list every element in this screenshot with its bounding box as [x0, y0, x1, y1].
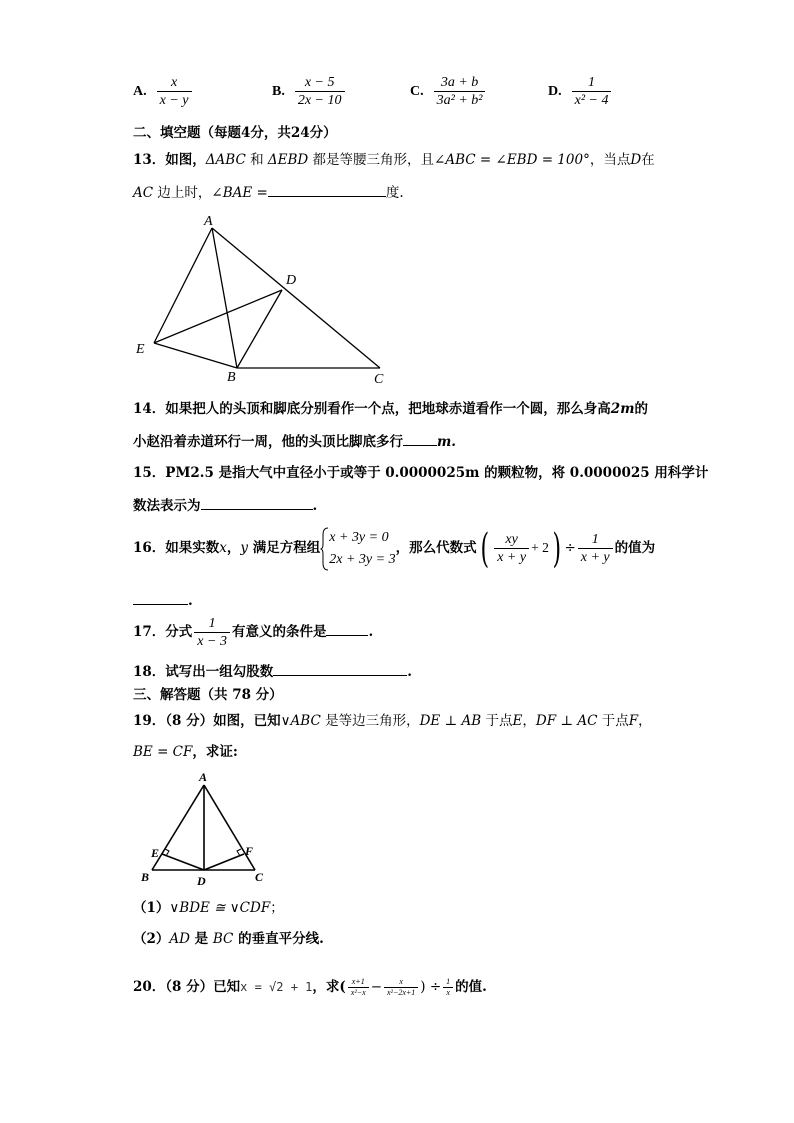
- question-16: 16．如果实数x，y 满足方程组 x + 3y = 0 2x + 3y = 3 ，那么代数式( $\frac{xy}{x + y}$ + 2) ÷ $\frac{1}{x + y}$ 的值为: [133, 525, 656, 572]
- question-17: 17．分式 $\frac{1}{x - 3}$ 有意义的条件是 .: [133, 616, 374, 649]
- question-19-line-1: 19．（8 分）如图，已知∨ABC 是等边三角形，DE ⊥ AB 于点E，DF ⊥ AC 于点F，: [133, 713, 652, 729]
- option-c: C. $\frac{3a + b}{\text{3a² + b²}}$: [410, 74, 487, 109]
- vertex-label-c: C: [255, 870, 264, 884]
- option-a: A. $\frac{x}{x - y}$: [133, 74, 194, 109]
- answer-blank-15[interactable]: [201, 495, 313, 510]
- question-15-line-2: 数法表示为 .: [133, 495, 317, 516]
- vertex-label-a: A: [199, 770, 208, 784]
- left-brace-icon: [320, 527, 329, 571]
- answer-blank-14[interactable]: [403, 431, 437, 446]
- equation-system: x + 3y = 0 2x + 3y = 3: [320, 527, 395, 571]
- vertex-label-a: A: [204, 214, 213, 229]
- question-13-line-2: AC 边上时，∠BAE = 度.: [133, 182, 404, 203]
- vertex-label-e: E: [151, 846, 160, 860]
- question-19-part-1: （1）∨BDE ≅ ∨CDF；: [133, 900, 284, 916]
- vertex-label-c: C: [374, 372, 384, 387]
- option-b: B. $\frac{x - 5}{2x - 10}$: [272, 74, 347, 109]
- question-13-line-1: 13．如图，ΔABC 和 ΔEBD 都是等腰三角形，且∠ABC = ∠EBD = 100°，当点D在: [133, 152, 655, 168]
- vertex-label-d: D: [197, 874, 206, 888]
- question-16-answer-line: .: [133, 590, 193, 611]
- answer-blank-18[interactable]: [273, 661, 407, 676]
- vertex-label-d: D: [286, 273, 297, 288]
- figure-equilateral-triangle-abc: [138, 768, 268, 892]
- question-14-line-2: 小赵沿着赤道环行一周，他的头顶比脚底多行 m.: [133, 431, 456, 452]
- vertex-label-f: F: [245, 844, 254, 858]
- option-d: D. $\frac{1}{\text{x² − 4}}$: [548, 74, 613, 109]
- answer-blank-16[interactable]: [133, 590, 188, 605]
- vertex-label-e: E: [136, 342, 145, 357]
- question-19-line-2: BE = CF，求证:: [133, 744, 238, 760]
- figure-triangles-abc-ebd: [130, 210, 400, 390]
- vertex-label-b: B: [227, 370, 236, 385]
- question-20: 20．（8 分）已知x = √2 + 1，求( $\frac{x+1}{\text{x²−x}}$ − $\frac{x}{\text{x²−2x+1}}$ ) ÷ $\frac{1}{x}$ 的值.: [133, 977, 487, 997]
- answer-blank-17[interactable]: [326, 621, 368, 636]
- answer-blank-13[interactable]: [268, 182, 386, 197]
- section-heading-fill-blank: 二、填空题（每题4分，共24分）: [133, 125, 337, 141]
- question-18: 18．试写出一组勾股数 .: [133, 661, 412, 682]
- section-heading-solutions: 三、解答题（共 78 分）: [133, 687, 283, 703]
- question-15-line-1: 15．PM2.5 是指大气中直径小于或等于 0.0000025m 的颗粒物，将 0.0000025 用科学计: [133, 465, 709, 481]
- vertex-label-b: B: [141, 870, 150, 884]
- question-14-line-1: 14．如果把人的头顶和脚底分别看作一个点，把地球赤道看作一个圆，那么身高2m的: [133, 401, 648, 417]
- question-19-part-2: （2）AD 是 BC 的垂直平分线.: [133, 931, 324, 947]
